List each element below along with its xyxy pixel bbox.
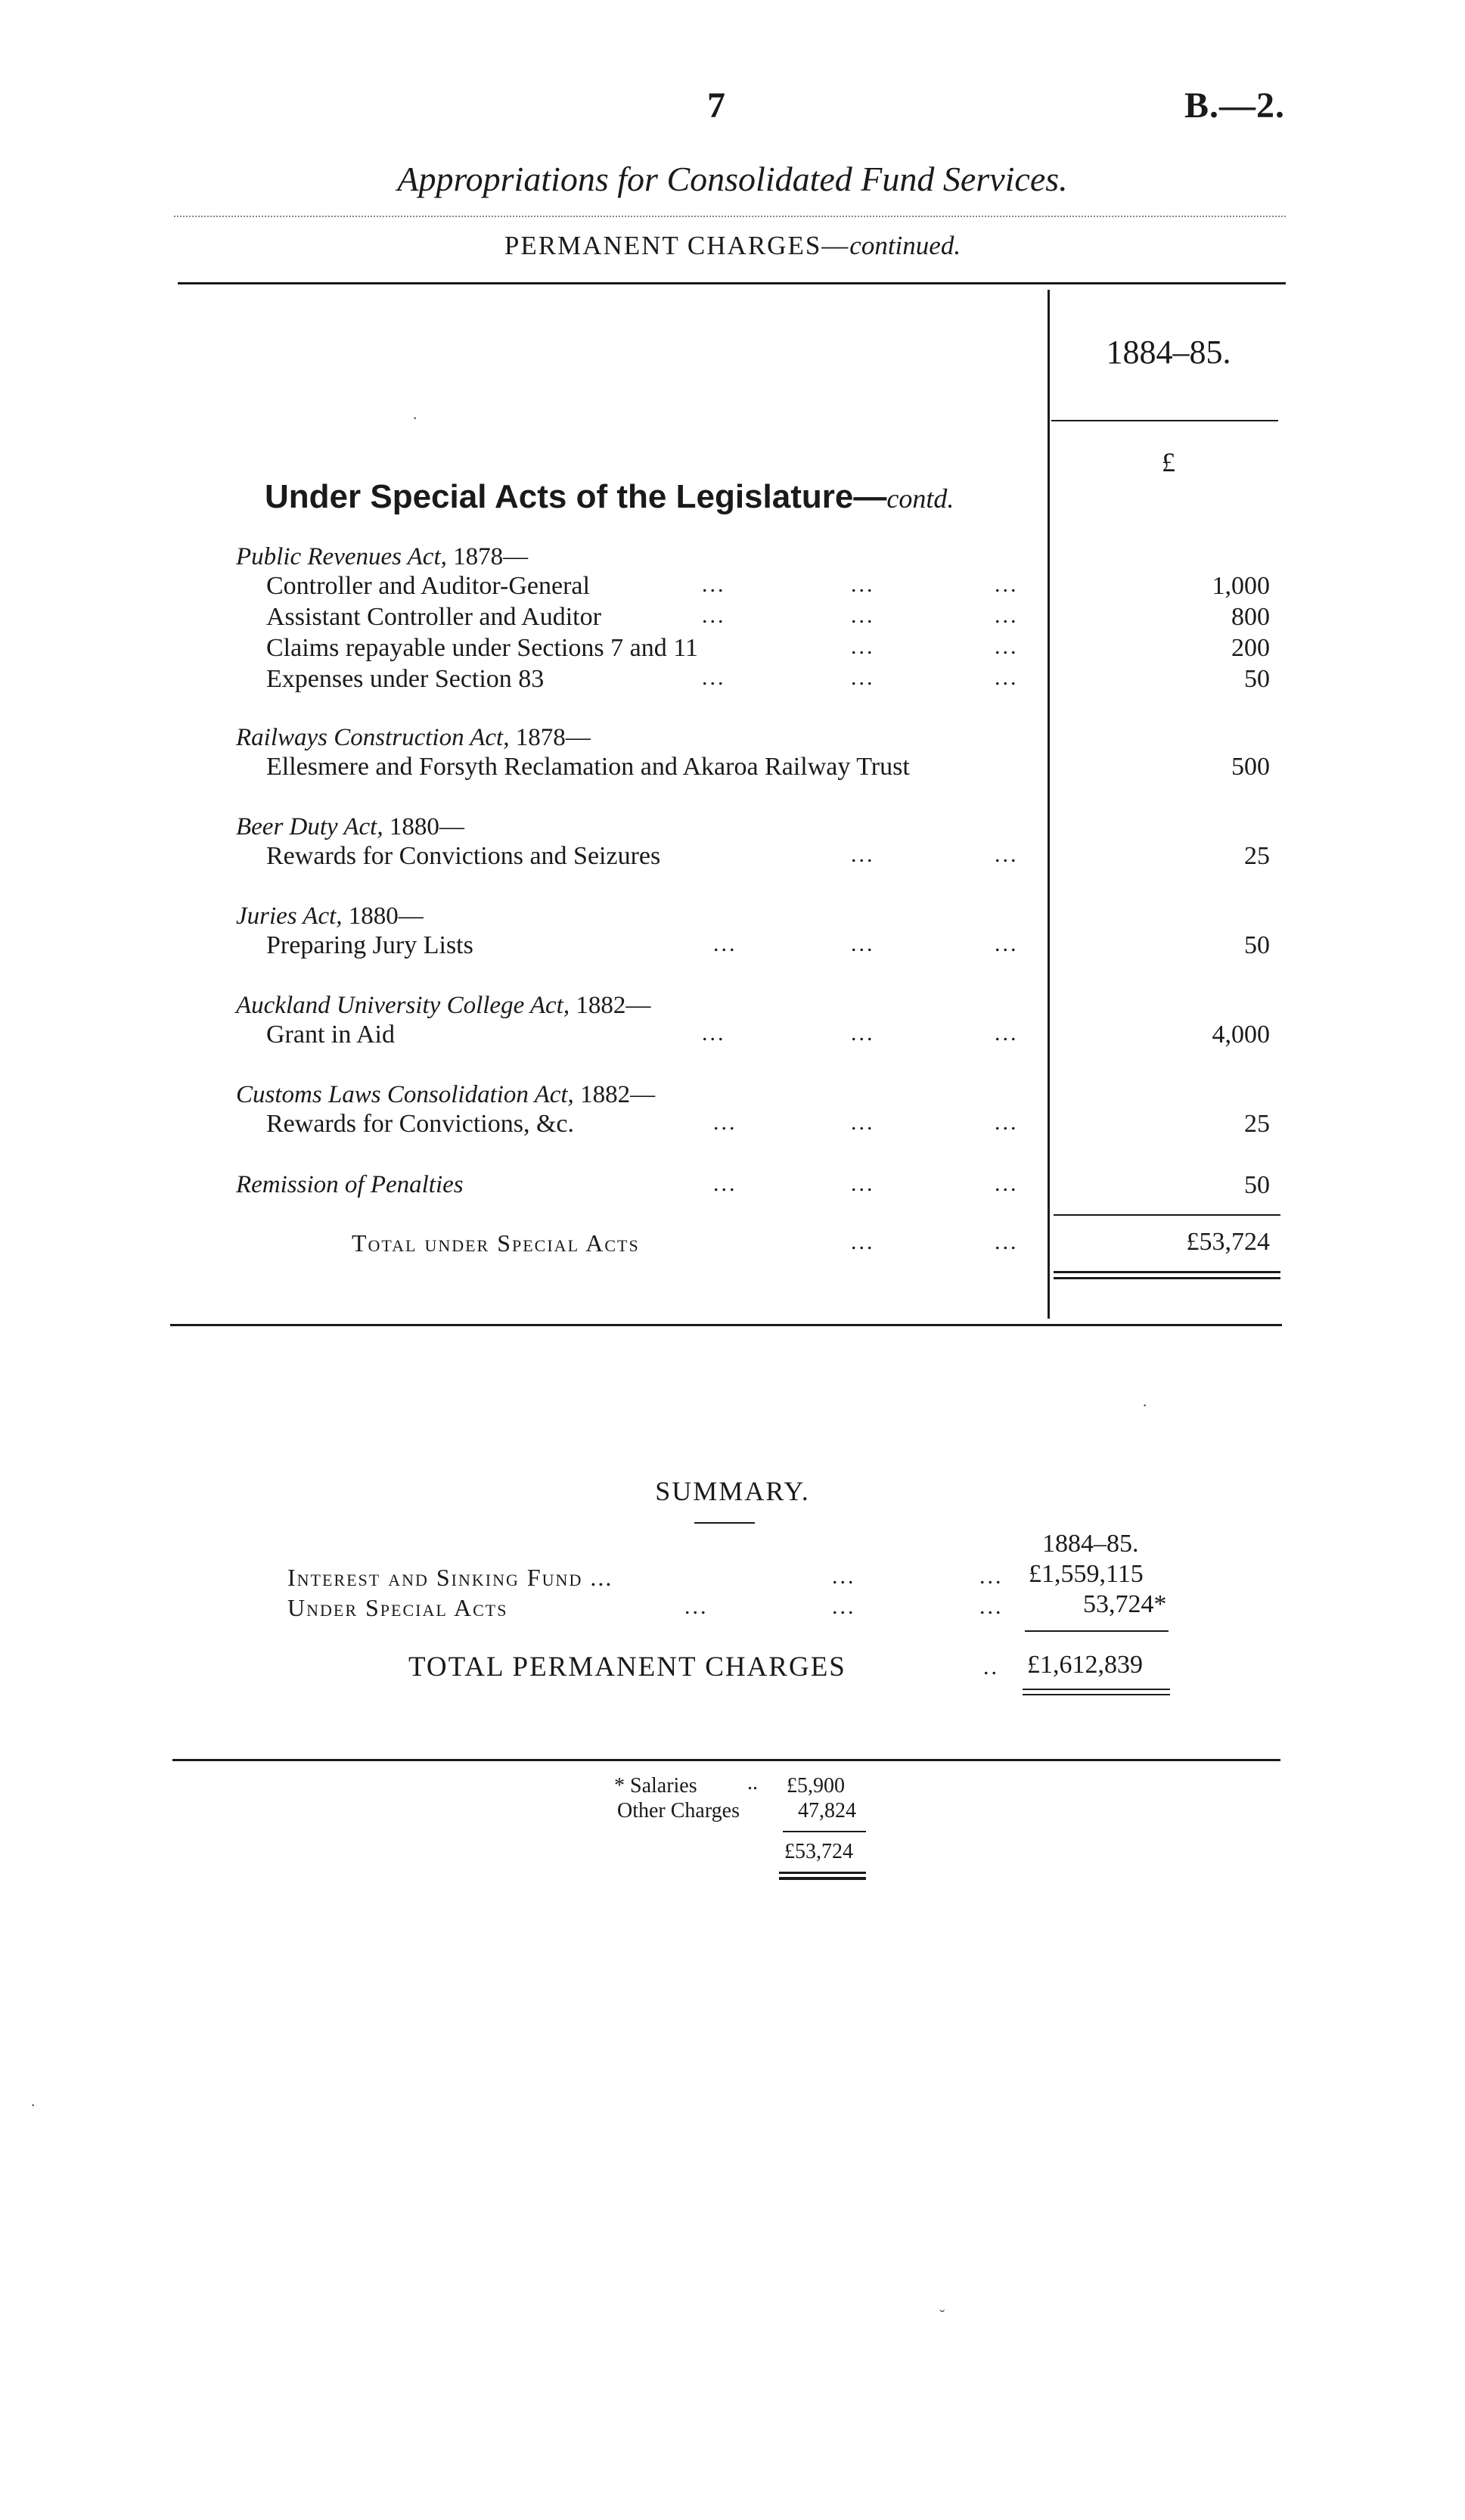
leader-dots: ...: [851, 665, 875, 690]
table-row: Grant in Aid: [266, 1021, 395, 1049]
leader-dots: ...: [995, 1171, 1019, 1196]
act-heading: Public Revenues Act, 1878—: [236, 543, 529, 570]
total-rule: [1054, 1214, 1280, 1216]
leader-dots: ...: [851, 572, 875, 597]
summary-row-label: Under Special Acts: [287, 1594, 508, 1621]
currency-symbol: £: [1162, 447, 1175, 477]
act-heading: Railways Construction Act, 1878—: [236, 724, 591, 751]
summary-title: SUMMARY.: [655, 1476, 810, 1506]
leader-dots: ...: [713, 931, 737, 956]
table-row: Controller and Auditor-General: [266, 572, 590, 600]
leader-dots: ...: [851, 931, 875, 956]
year-column-header: 1884–85.: [1106, 334, 1231, 371]
act-heading: Auckland University College Act, 1882—: [236, 992, 651, 1019]
summary-total-amount: £1,612,839: [1027, 1651, 1143, 1679]
scan-speck: ·: [412, 409, 418, 427]
double-rule-top: [1054, 1271, 1280, 1273]
amount-cell: 4,000: [1212, 1021, 1270, 1049]
double-rule-bottom: [1054, 1277, 1280, 1279]
leader-dots: ...: [851, 1110, 875, 1135]
summary-total-label: TOTAL PERMANENT CHARGES: [408, 1652, 846, 1683]
leader-dots: ...: [851, 1171, 875, 1196]
amount-cell: 1,000: [1212, 572, 1270, 600]
summary-year: 1884–85.: [1042, 1530, 1139, 1558]
amount-cell: 25: [1244, 1110, 1270, 1138]
leader-dots: ...: [995, 1229, 1019, 1254]
total-amount: £53,724: [1186, 1228, 1270, 1256]
amount-cell: 800: [1231, 603, 1270, 631]
leader-dots: ...: [851, 1021, 875, 1046]
leader-dots: ...: [851, 603, 875, 628]
amount-cell: 50: [1244, 1171, 1270, 1199]
table-row: Ellesmere and Forsyth Reclamation and Akaroa Railway Trust: [266, 753, 910, 781]
amount-cell: 50: [1244, 665, 1270, 693]
footnote-rule-top: [783, 1831, 866, 1832]
act-heading: Customs Laws Consolidation Act, 1882—: [236, 1081, 656, 1108]
total-label: Total under Special Acts: [352, 1229, 640, 1257]
leader-dots: ...: [702, 603, 726, 628]
summary-double-rule-bottom: [1023, 1694, 1170, 1695]
leader-dots: ...: [713, 1110, 737, 1135]
summary-row-label: Interest and Sinking Fund ...: [287, 1564, 613, 1591]
leader-dots: ...: [832, 1564, 856, 1589]
footnote-total: £53,724: [784, 1840, 853, 1863]
leader-dots: ...: [995, 931, 1019, 956]
scan-speck: ·: [30, 2096, 36, 2115]
summary-row-amount: 53,724*: [1083, 1590, 1167, 1618]
summary-row-amount: £1,559,115: [1029, 1560, 1144, 1588]
leader-dots: ...: [702, 665, 726, 690]
table-row: Claims repayable under Sections 7 and 11: [266, 634, 698, 662]
amount-cell: 25: [1244, 842, 1270, 870]
table-row: Assistant Controller and Auditor: [266, 603, 601, 631]
document-reference: B.—2.: [1184, 85, 1286, 126]
leader-dots: ...: [851, 1229, 875, 1254]
summary-title-rule: [694, 1522, 755, 1524]
leader-dots: ...: [995, 1110, 1019, 1135]
leader-dots: ..: [983, 1655, 999, 1679]
footnote-other-label: Other Charges: [617, 1799, 740, 1822]
subtitle-main: PERMANENT CHARGES—: [504, 231, 850, 260]
leader-dots: ...: [995, 1021, 1019, 1046]
summary-double-rule-top: [1023, 1689, 1170, 1690]
table-top-rule: [178, 282, 1286, 284]
table-column-divider: [1048, 290, 1050, 1319]
table-bottom-rule: [170, 1324, 1282, 1326]
leader-dots: ...: [979, 1564, 1004, 1589]
subtitle-continued: continued.: [849, 231, 961, 260]
leader-dots: ...: [995, 842, 1019, 867]
leader-dots: ...: [832, 1594, 856, 1619]
amount-cell: 500: [1231, 753, 1270, 781]
footnote-double-rule-top: [779, 1872, 866, 1874]
leader-dots: ...: [851, 634, 875, 659]
footnote-other-amount: 47,824: [798, 1799, 856, 1822]
year-header-rule: [1051, 420, 1278, 421]
footnote-salaries-amount: £5,900: [787, 1774, 845, 1798]
scan-speck: ˘: [939, 2306, 945, 2325]
table-row: Expenses under Section 83: [266, 665, 545, 693]
footnote-double-rule-bottom: [779, 1877, 866, 1880]
leader-dots: ...: [995, 603, 1019, 628]
footnote-rule: [172, 1759, 1280, 1761]
leader-dots: ...: [702, 1021, 726, 1046]
leader-dots: ...: [851, 842, 875, 867]
act-heading: Juries Act, 1880—: [236, 903, 424, 930]
page-title: Appropriations for Consolidated Fund Services.: [397, 160, 1068, 198]
amount-cell: 200: [1231, 634, 1270, 662]
dotted-rule: [174, 216, 1286, 217]
summary-rule: [1025, 1630, 1169, 1632]
amount-cell: 50: [1244, 931, 1270, 959]
leader-dots: ...: [684, 1594, 709, 1619]
footnote-salaries-label: * Salaries: [614, 1774, 697, 1798]
table-row: Preparing Jury Lists: [266, 931, 473, 959]
section-heading-contd: contd.: [886, 483, 954, 514]
table-row: Rewards for Convictions and Seizures: [266, 842, 661, 870]
table-row: Remission of Penalties: [236, 1171, 464, 1198]
page-subtitle: [0, 231, 1465, 261]
page-number: 7: [707, 85, 725, 126]
leader-dots: ...: [979, 1594, 1004, 1619]
section-heading: Under Special Acts of the Legislature—contd.: [265, 478, 954, 515]
act-heading: Beer Duty Act, 1880—: [236, 813, 464, 841]
leader-dots: ..: [747, 1771, 758, 1794]
leader-dots: ...: [995, 572, 1019, 597]
table-row: Rewards for Convictions, &c.: [266, 1110, 574, 1138]
scan-speck: ·: [1142, 1396, 1148, 1415]
leader-dots: ...: [713, 1171, 737, 1196]
leader-dots: ...: [995, 665, 1019, 690]
leader-dots: ...: [702, 572, 726, 597]
leader-dots: ...: [995, 634, 1019, 659]
